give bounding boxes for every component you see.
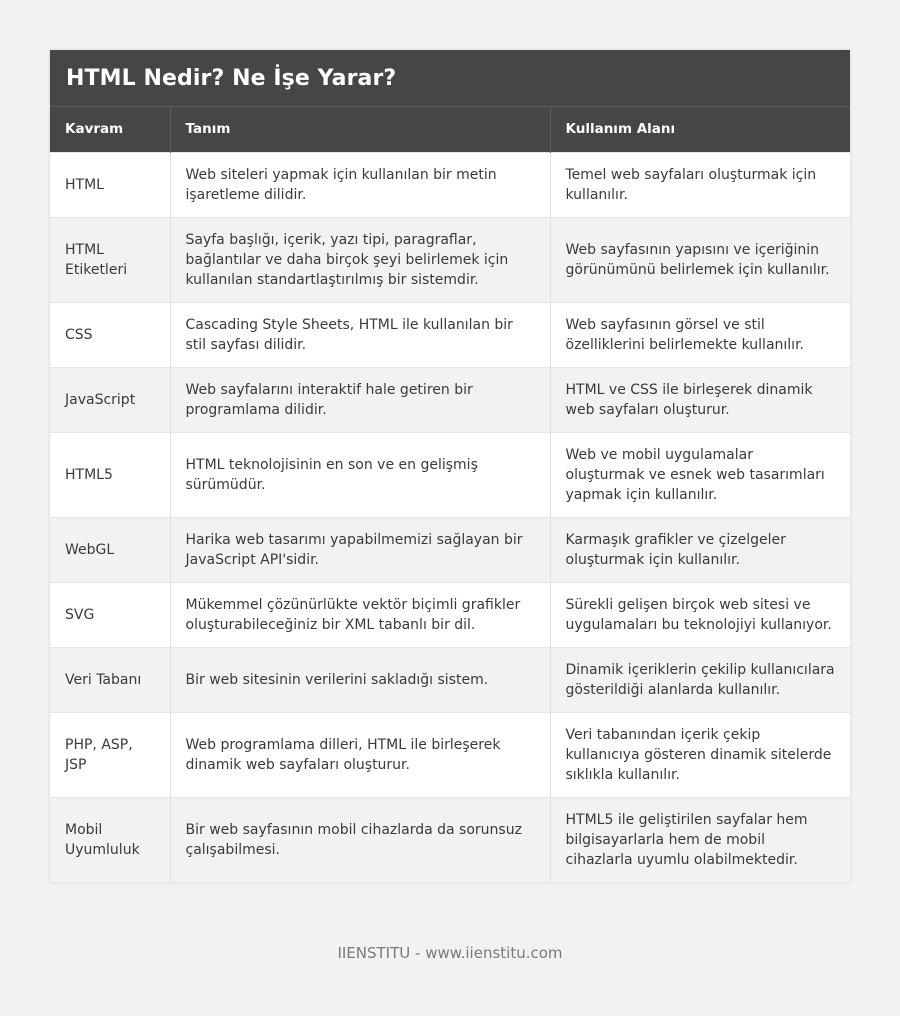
cell-kullanim-alani: Web sayfasının görsel ve stil özelliklerini belirlemekte kullanılır. [550, 302, 850, 367]
cell-kullanim-alani: Karmaşık grafikler ve çizelgeler oluşturmak için kullanılır. [550, 517, 850, 582]
page-title: HTML Nedir? Ne İşe Yarar? [66, 65, 397, 91]
table-row [50, 367, 850, 432]
cell-kavram: JavaScript [50, 367, 170, 432]
table-row [50, 647, 850, 712]
table-row [50, 217, 850, 302]
table-row [50, 152, 850, 217]
table-title-bar [50, 50, 850, 107]
cell-kavram: Mobil Uyumluluk [50, 797, 170, 882]
cell-kavram: WebGL [50, 517, 170, 582]
table-row [50, 302, 850, 367]
cell-kullanim-alani: Temel web sayfaları oluşturmak için kullanılır. [550, 152, 850, 217]
table-header-row [50, 107, 850, 152]
data-table [50, 107, 850, 882]
cell-kavram: Veri Tabanı [50, 647, 170, 712]
cell-tanim: Sayfa başlığı, içerik, yazı tipi, paragraflar, bağlantılar ve daha birçok şeyi belirlemek için kullanılan standartlaştırılmış bir sistemdir. [170, 217, 550, 302]
cell-tanim: Bir web sitesinin verilerini sakladığı sistem. [170, 647, 550, 712]
column-header-kavram: Kavram [50, 107, 170, 152]
cell-kavram: CSS [50, 302, 170, 367]
cell-tanim: Web siteleri yapmak için kullanılan bir metin işaretleme dilidir. [170, 152, 550, 217]
table-row [50, 517, 850, 582]
cell-tanim: Bir web sayfasının mobil cihazlarda da sorunsuz çalışabilmesi. [170, 797, 550, 882]
cell-tanim: Harika web tasarımı yapabilmemizi sağlayan bir JavaScript API'sidir. [170, 517, 550, 582]
cell-kullanim-alani: HTML5 ile geliştirilen sayfalar hem bilgisayarlarla hem de mobil cihazlarla uyumlu olabilmektedir. [550, 797, 850, 882]
table-row [50, 797, 850, 882]
cell-tanim: Cascading Style Sheets, HTML ile kullanılan bir stil sayfası dilidir. [170, 302, 550, 367]
table-row [50, 432, 850, 517]
table-row [50, 582, 850, 647]
column-header-tanim: Tanım [170, 107, 550, 152]
cell-kullanim-alani: Web sayfasının yapısını ve içeriğinin görünümünü belirlemek için kullanılır. [550, 217, 850, 302]
cell-kavram: SVG [50, 582, 170, 647]
column-header-kullanim-alani: Kullanım Alanı [550, 107, 850, 152]
cell-kullanim-alani: Web ve mobil uygulamalar oluşturmak ve esnek web tasarımları yapmak için kullanılır. [550, 432, 850, 517]
cell-kavram: HTML Etiketleri [50, 217, 170, 302]
cell-tanim: Web programlama dilleri, HTML ile birleşerek dinamik web sayfaları oluşturur. [170, 712, 550, 797]
table-row [50, 712, 850, 797]
cell-kavram: HTML5 [50, 432, 170, 517]
cell-kullanim-alani: HTML ve CSS ile birleşerek dinamik web sayfaları oluşturur. [550, 367, 850, 432]
cell-kavram: HTML [50, 152, 170, 217]
cell-kavram: PHP, ASP, JSP [50, 712, 170, 797]
cell-tanim: Web sayfalarını interaktif hale getiren bir programlama dilidir. [170, 367, 550, 432]
cell-kullanim-alani: Sürekli gelişen birçok web sitesi ve uygulamaları bu teknolojiyi kullanıyor. [550, 582, 850, 647]
cell-tanim: Mükemmel çözünürlükte vektör biçimli grafikler oluşturabileceğiniz bir XML tabanlı bir dil. [170, 582, 550, 647]
table-card [50, 50, 850, 882]
cell-kullanim-alani: Dinamik içeriklerin çekilip kullanıcılara gösterildiği alanlarda kullanılır. [550, 647, 850, 712]
footer-credit: IIENSTITU - www.iienstitu.com [337, 944, 563, 962]
cell-kullanim-alani: Veri tabanından içerik çekip kullanıcıya gösteren dinamik sitelerde sıklıkla kullanılır. [550, 712, 850, 797]
cell-tanim: HTML teknolojisinin en son ve en gelişmiş sürümüdür. [170, 432, 550, 517]
